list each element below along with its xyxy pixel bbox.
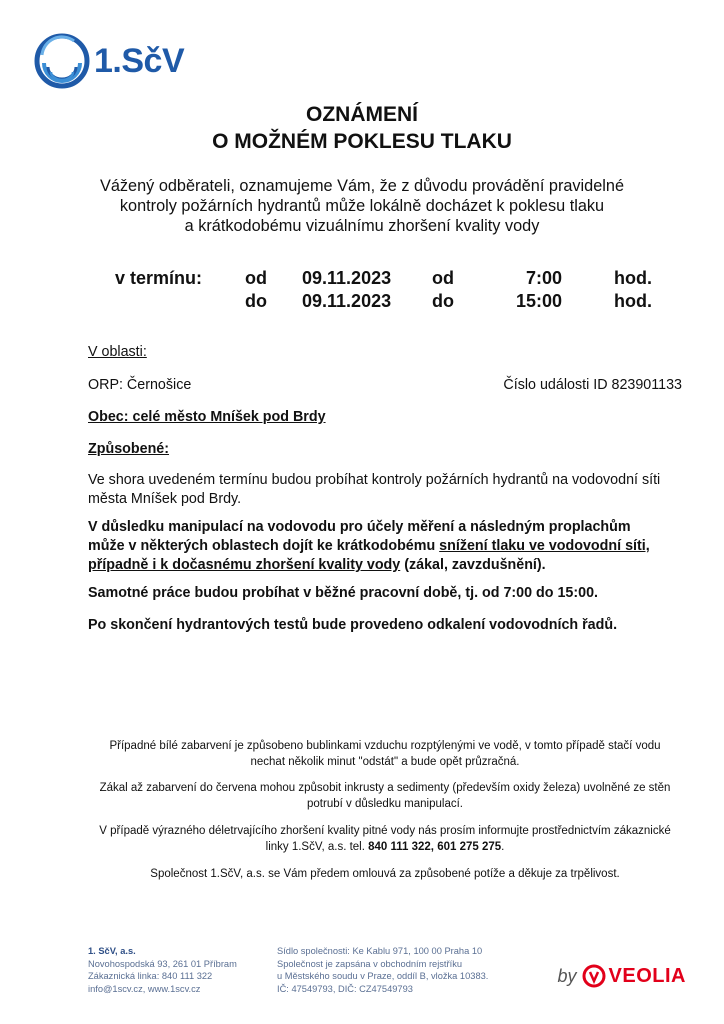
term-label: v termínu:: [115, 268, 203, 288]
paragraph-2-line-2a: může v některých oblastech dojít ke krátkodobému: [88, 538, 440, 554]
intro-text: [40, 176, 684, 236]
hotline-numbers: 840 111 322, 601 275 275: [368, 841, 502, 853]
term-row-2-date: 09.11.2023: [302, 291, 392, 311]
note-4: Společnost 1.SčV, a.s. se Vám předem omlouvá za způsobené potíže a děkuje za trpělivost.: [150, 868, 620, 880]
term-row-1-date: 09.11.2023: [302, 268, 392, 288]
obec-text: Obec: celé město Mníšek pod Brdy: [88, 409, 326, 425]
note-1-line-1: Případné bílé zabarvení je způsobeno bublinkami vzduchu rozptýlenými ve vodě, v tomto případě stačí vodu: [109, 740, 661, 752]
swirl-logo-icon: [34, 33, 90, 89]
term-row-2-unit: hod.: [614, 291, 652, 311]
paragraph-2-line-2: [88, 537, 688, 556]
footer-seat: Sídlo společnosti: Ke Kablu 971, 100 00 Praha 10: [277, 946, 483, 956]
paragraph-2-line-1: V důsledku manipulací na vodovodu pro účely měření a následným proplachům: [88, 519, 631, 535]
term-row-2-prefix: do: [245, 291, 267, 311]
term-row-1-time: 7:00: [525, 268, 562, 288]
caused-label: Způsobené:: [88, 441, 170, 457]
paragraph-3: Samotné práce budou probíhat v běžné pracovní době, tj. od 7:00 do 15:00.: [88, 585, 599, 601]
term-row-1-mid: od: [432, 268, 454, 288]
quality-highlight: případně i k dočasnému zhoršení kvality vody: [88, 557, 401, 573]
note-3-line-1: V případě výrazného déletrvajícího zhoršení kvality pitné vody nás prosím informujte prostřednictvím zákaznické: [99, 825, 671, 837]
footer-web: info@1scv.cz, www.1scv.cz: [88, 983, 201, 994]
veolia-mark-icon: [582, 964, 606, 988]
note-2-line-1: Zákal až zabarvení do červena mohou způsobit inkrusty a sedimenty (především oxidy železa) uvolněné ze stěn: [99, 782, 671, 794]
title-line-1: OZNÁMENÍ: [306, 103, 418, 126]
note-3-line-2a: linky 1.SčV, a.s. tel.: [265, 841, 369, 853]
term-row-1-prefix: od: [245, 268, 267, 288]
note-3-line-2: [80, 839, 690, 855]
paragraph-4: Po skončení hydrantových testů bude provedeno odkalení vodovodních řadů.: [88, 617, 618, 633]
paragraph-1: [88, 471, 688, 509]
company-logo: [34, 33, 204, 89]
footer-registry-2: u Městského soudu v Praze, oddíl B, vložka 10383.: [277, 971, 489, 981]
footer-hotline: Zákaznická linka: 840 111 322: [88, 971, 213, 981]
intro-line-2: kontroly požárních hydrantů může lokálně docházet k poklesu tlaku: [119, 197, 605, 215]
note-3-line-2c: .: [501, 841, 505, 853]
footer-company-name: 1. SčV, a.s.: [88, 946, 136, 956]
footer-right: [277, 945, 488, 995]
title-line-2: O MOŽNÉM POKLESU TLAKU: [212, 130, 512, 153]
term-row-1-unit: hod.: [614, 268, 652, 288]
note-3: [80, 823, 690, 855]
footer-ids: IČ: 47549793, DIČ: CZ47549793: [277, 983, 413, 994]
logo-text: 1.SčV: [94, 42, 185, 80]
pressure-drop-highlight: snížení tlaku ve vodovodní síti,: [439, 538, 650, 554]
footer-address: Novohospodská 93, 261 01 Příbram: [88, 958, 237, 969]
area-label: V oblasti:: [88, 344, 147, 360]
paragraph-2: [88, 518, 688, 575]
note-2-line-2: potrubí v důsledku manipulací.: [307, 798, 463, 810]
term-row-2-mid: do: [432, 291, 454, 311]
footer-registry-1: Společnost je zapsána v obchodním rejstříku: [277, 958, 463, 969]
veolia-name: VEOLIA: [608, 964, 686, 987]
event-id: Číslo události ID 823901133: [503, 377, 682, 393]
note-1: [80, 738, 690, 770]
intro-line-3: a krátkodobému vizuálnímu zhoršení kvality vody: [184, 217, 540, 235]
footer-left: [88, 945, 237, 995]
paragraph-1-line-2: města Mníšek pod Brdy.: [88, 491, 242, 507]
paragraph-2-line-3b: (zákal, zavzdušnění).: [400, 557, 546, 573]
veolia-logo: [558, 961, 686, 991]
term-row-2-time: 15:00: [515, 291, 562, 311]
veolia-by: by: [557, 965, 577, 986]
note-2: [80, 780, 690, 812]
intro-line-1: Vážený odběrateli, oznamujeme Vám, že z důvodu provádění pravidelné: [99, 177, 625, 195]
paragraph-1-line-1: Ve shora uvedeném termínu budou probíhat kontroly požárních hydrantů na vodovodní síti: [88, 472, 661, 488]
paragraph-2-line-3: [88, 556, 688, 575]
orp-text: ORP: Černošice: [88, 377, 192, 393]
note-1-line-2: nechat několik minut "odstát" a bude opět průzračná.: [250, 756, 520, 768]
